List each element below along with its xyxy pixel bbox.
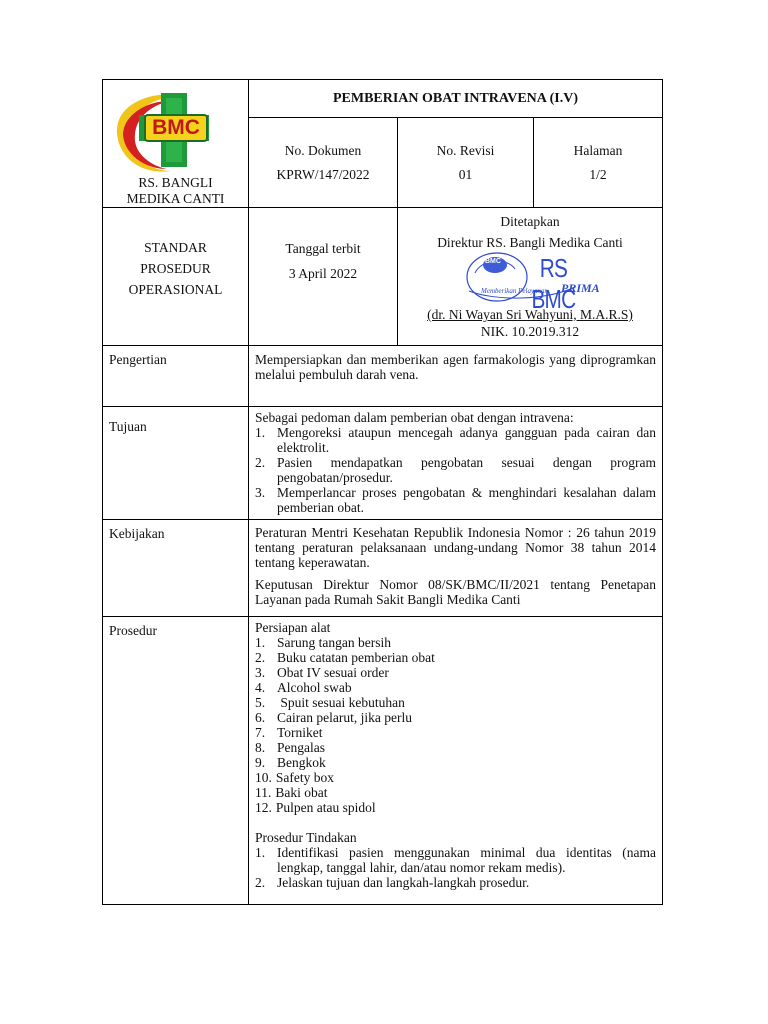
list-item: 10. Safety box [255, 770, 334, 785]
kebijakan-label: Kebijakan [103, 520, 249, 617]
list-item: 1. Sarung tangan bersih [255, 635, 391, 650]
approved-by: Direktur RS. Bangli Medika Canti [437, 235, 623, 250]
list-item: 11. Baki obat [255, 785, 328, 800]
issue-date-cell [249, 208, 398, 346]
stamp-small-text: BMC [485, 258, 501, 265]
sop-line3: OPERASIONAL [128, 282, 223, 297]
tindakan-list [255, 845, 656, 890]
tujuan-label: Tujuan [103, 407, 249, 520]
list-item: 3. Memperlancar proses pengobatan & menghindari kesalahan dalam pemberian obat. [255, 485, 656, 515]
stamp-brand: RS BMC [531, 253, 576, 314]
pengertian-text: Mempersiapkan dan memberikan agen farmakologis yang diprogramkan melalui pembuluh darah vena. [249, 346, 663, 407]
list-item: 1. Mengoreksi ataupun mencegah adanya gangguan pada cairan dan elektrolit. [255, 425, 656, 455]
list-item: 1. Identifikasi pasien menggunakan minimal dua identitas (nama lengkap, tanggal lahir, dan/atau nomor rekam medis). [255, 845, 656, 875]
tindakan-title: Prosedur Tindakan [255, 830, 357, 845]
kebijakan-p2: Keputusan Direktur Nomor 08/SK/BMC/II/2021 tentang Penetapan Layanan pada Rumah Sakit Bangli Medika Canti [255, 577, 656, 607]
approval-cell [398, 208, 663, 346]
page-value: 1/2 [589, 166, 607, 182]
list-item: 9. Bengkok [255, 755, 326, 770]
list-item: 5. Spuit sesuai kebutuhan [255, 695, 405, 710]
signer-nik: NIK. 10.2019.312 [480, 324, 580, 339]
hospital-name-line2: MEDIKA CANTI [126, 191, 225, 206]
tujuan-list [255, 425, 656, 515]
signer-name: (dr. Ni Wayan Sri Wahyuni, M.A.R.S) [427, 307, 633, 322]
persiapan-title: Persiapan alat [255, 620, 331, 635]
issue-date-label: Tanggal terbit [285, 241, 361, 256]
revision-cell [398, 118, 534, 208]
list-item: 12. Pulpen atau spidol [255, 800, 376, 815]
sop-document [102, 79, 662, 905]
revision-label: No. Revisi [436, 142, 495, 158]
logo-text: BMC [152, 116, 200, 139]
document-title: PEMBERIAN OBAT INTRAVENA (I.V) [249, 80, 663, 118]
list-item: 3. Obat IV sesuai order [255, 665, 389, 680]
sop-line1: STANDAR [144, 240, 207, 255]
doc-number-value: KPRW/147/2022 [276, 166, 370, 182]
persiapan-list [255, 635, 656, 815]
issue-date-value: 3 April 2022 [288, 266, 358, 281]
page-cell [534, 118, 663, 208]
hospital-logo-cell [103, 80, 249, 208]
sop-line2: PROSEDUR [140, 261, 211, 276]
sop-table [102, 79, 663, 905]
list-item: 6. Cairan pelarut, jika perlu [255, 710, 412, 725]
doc-number-cell [249, 118, 398, 208]
list-item: 8. Pengalas [255, 740, 325, 755]
kebijakan-content [249, 520, 663, 617]
doc-number-label: No. Dokumen [284, 142, 362, 158]
pengertian-label: Pengertian [103, 346, 249, 407]
list-item: 2. Pasien mendapatkan pengobatan sesuai dengan program pengobatan/prosedur. [255, 455, 656, 485]
list-item: 2. Jelaskan tujuan dan langkah-langkah prosedur. [255, 875, 530, 890]
stamp-tagline: Memberikan Pelayanan [481, 287, 549, 295]
hospital-name-line1: RS. BANGLI [138, 175, 213, 190]
page-label: Halaman [573, 142, 623, 158]
revision-value: 01 [458, 166, 473, 182]
kebijakan-p1: Peraturan Mentri Kesehatan Republik Indonesia Nomor : 26 tahun 2019 tentang peraturan pelaksanaan undang-undang Nomor 38 tahun 2014 tentang keperawatan. [255, 525, 656, 570]
list-item: 7. Torniket [255, 725, 323, 740]
prosedur-label: Prosedur [103, 617, 249, 905]
list-item: 4. Alcohol swab [255, 680, 352, 695]
tujuan-content [249, 407, 663, 520]
prosedur-content [249, 617, 663, 905]
list-item: 2. Buku catatan pemberian obat [255, 650, 435, 665]
tujuan-intro: Sebagai pedoman dalam pemberian obat dengan intravena: [255, 410, 574, 425]
sop-type-cell [103, 208, 249, 346]
hospital-stamp [455, 253, 605, 314]
stamp-prima: PRIMA [561, 281, 600, 295]
approved-label: Ditetapkan [500, 214, 560, 229]
